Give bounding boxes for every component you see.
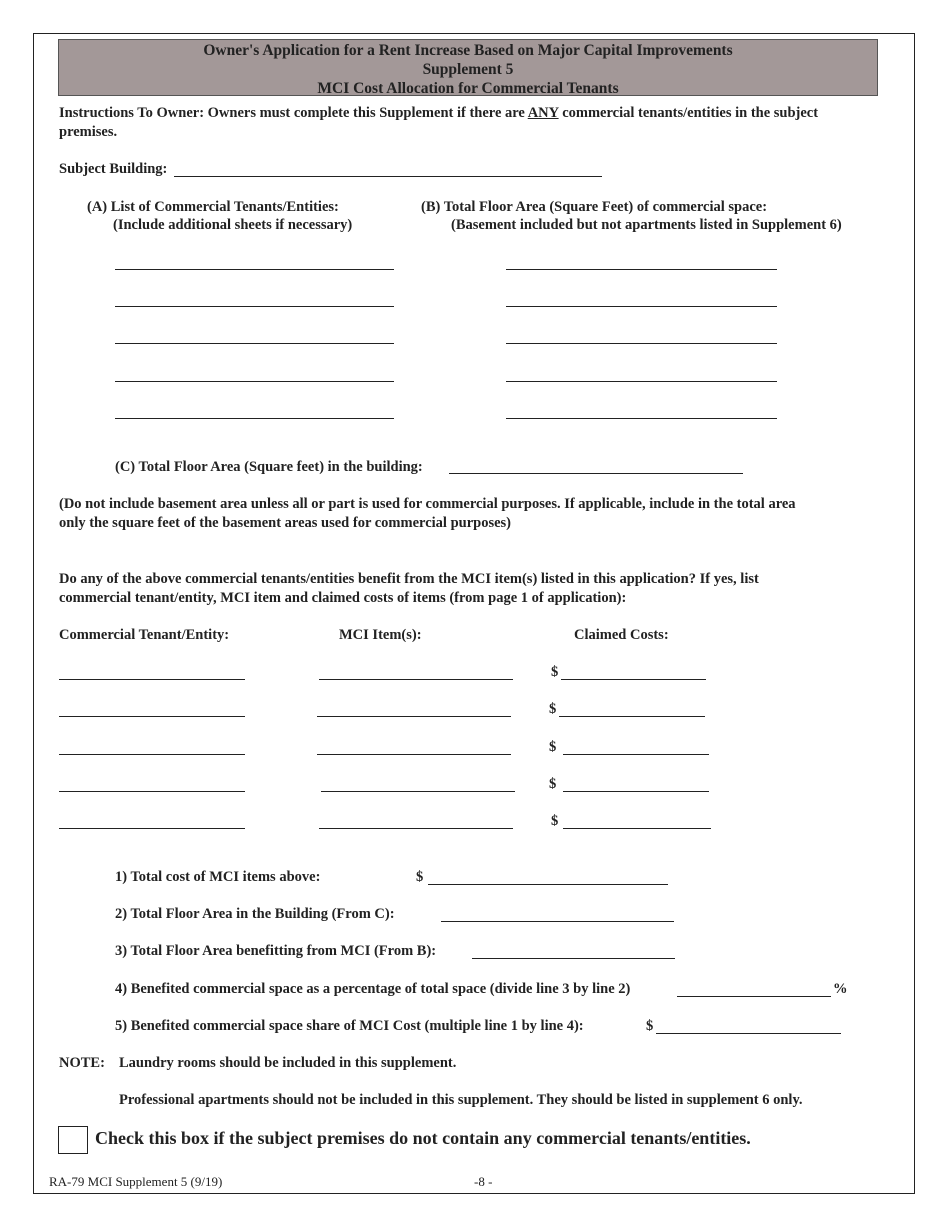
dollar-sign: $ [551, 664, 559, 680]
instructions: Instructions To Owner: Owners must complete this Supplement if there are ANY commercial tenants/entities in the subject [59, 105, 819, 121]
cost-row-tenant-field[interactable] [59, 791, 245, 792]
question-line2: commercial tenant/entity, MCI item and claimed costs of items (from page 1 of application): [59, 590, 627, 606]
cost-row-item-field[interactable] [321, 791, 515, 792]
benefitting-floor-area-field[interactable] [472, 958, 675, 959]
building-floor-area-field[interactable] [441, 921, 674, 922]
dollar-sign: $ [646, 1018, 654, 1034]
note-label: NOTE: [59, 1055, 105, 1071]
cost-row-item-field[interactable] [317, 754, 511, 755]
subject-building-field[interactable] [174, 176, 602, 177]
floor-area-field[interactable] [506, 269, 777, 270]
checkbox-label: Check this box if the subject premises do not contain any commercial tenants/entities. [95, 1128, 751, 1148]
cost-row-amount-field[interactable] [563, 754, 709, 755]
tenant-entity-field[interactable] [115, 269, 394, 270]
cost-row-amount-field[interactable] [563, 828, 711, 829]
form-id: RA-79 MCI Supplement 5 (9/19) [49, 1174, 223, 1189]
basement-note-line1: (Do not include basement area unless all or part is used for commercial purposes. If applicable, include in the total area [59, 496, 796, 512]
section-b-note: (Basement included but not apartments listed in Supplement 6) [451, 217, 842, 233]
column-costs: Claimed Costs: [574, 627, 669, 643]
tenant-entity-field[interactable] [115, 381, 394, 382]
header-title: Owner's Application for a Rent Increase Based on Major Capital Improvements [203, 42, 733, 59]
no-commercial-tenants-checkbox[interactable] [58, 1126, 88, 1154]
section-c-label: (C) Total Floor Area (Square feet) in the building: [115, 459, 423, 475]
section-a-note: (Include additional sheets if necessary) [113, 217, 353, 233]
question-line1: Do any of the above commercial tenants/entities benefit from the MCI item(s) listed in this application? If yes, list [59, 571, 759, 587]
cost-row-amount-field[interactable] [563, 791, 709, 792]
dollar-sign: $ [549, 776, 557, 792]
instructions-emphasis: ANY [527, 105, 559, 121]
cost-row-tenant-field[interactable] [59, 828, 245, 829]
subject-building-label: Subject Building: [59, 161, 168, 177]
cost-row-tenant-field[interactable] [59, 679, 245, 680]
dollar-sign: $ [551, 813, 559, 829]
floor-area-field[interactable] [506, 418, 777, 419]
section-b-label: (B) Total Floor Area (Square Feet) of commercial space: [421, 199, 768, 215]
note-line1: Laundry rooms should be included in this supplement. [119, 1055, 457, 1071]
cost-row-item-field[interactable] [317, 716, 511, 717]
cost-row-tenant-field[interactable] [59, 716, 245, 717]
tenant-entity-field[interactable] [115, 306, 394, 307]
header-subtitle: MCI Cost Allocation for Commercial Tenants [317, 80, 619, 97]
floor-area-field[interactable] [506, 343, 777, 344]
calc-line3-label: 3) Total Floor Area benefitting from MCI (From B): [115, 943, 437, 959]
calc-line1-label: 1) Total cost of MCI items above: [115, 869, 321, 885]
total-mci-cost-field[interactable] [428, 884, 668, 885]
tenant-entity-field[interactable] [115, 418, 394, 419]
dollar-sign: $ [549, 739, 557, 755]
note-line2: Professional apartments should not be included in this supplement. They should be listed in supplement 6 only. [119, 1092, 803, 1108]
benefited-percentage-field[interactable] [677, 996, 831, 997]
cost-row-item-field[interactable] [319, 679, 513, 680]
floor-area-field[interactable] [506, 306, 777, 307]
dollar-sign: $ [416, 869, 424, 885]
floor-area-field[interactable] [506, 381, 777, 382]
section-a-label: (A) List of Commercial Tenants/Entities: [87, 199, 339, 215]
cost-row-amount-field[interactable] [559, 716, 705, 717]
cost-row-item-field[interactable] [319, 828, 513, 829]
calc-line5-label: 5) Benefited commercial space share of MCI Cost (multiple line 1 by line 4): [115, 1018, 584, 1034]
calc-line4-label: 4) Benefited commercial space as a percentage of total space (divide line 3 by line 2) [115, 981, 631, 997]
page-number: -8 - [474, 1174, 493, 1189]
calc-line2-label: 2) Total Floor Area in the Building (From C): [115, 906, 395, 922]
column-item: MCI Item(s): [339, 627, 422, 643]
column-tenant: Commercial Tenant/Entity: [59, 627, 230, 643]
tenant-entity-field[interactable] [115, 343, 394, 344]
instructions-line2: premises. [59, 124, 118, 140]
cost-row-tenant-field[interactable] [59, 754, 245, 755]
cost-row-amount-field[interactable] [561, 679, 706, 680]
total-floor-area-field[interactable] [449, 473, 743, 474]
header-supplement: Supplement 5 [422, 61, 514, 78]
percent-sign: % [833, 981, 848, 997]
dollar-sign: $ [549, 701, 557, 717]
form-header [58, 39, 878, 96]
basement-note-line2: only the square feet of the basement areas used for commercial purposes) [59, 515, 511, 531]
mci-cost-share-field[interactable] [656, 1033, 841, 1034]
